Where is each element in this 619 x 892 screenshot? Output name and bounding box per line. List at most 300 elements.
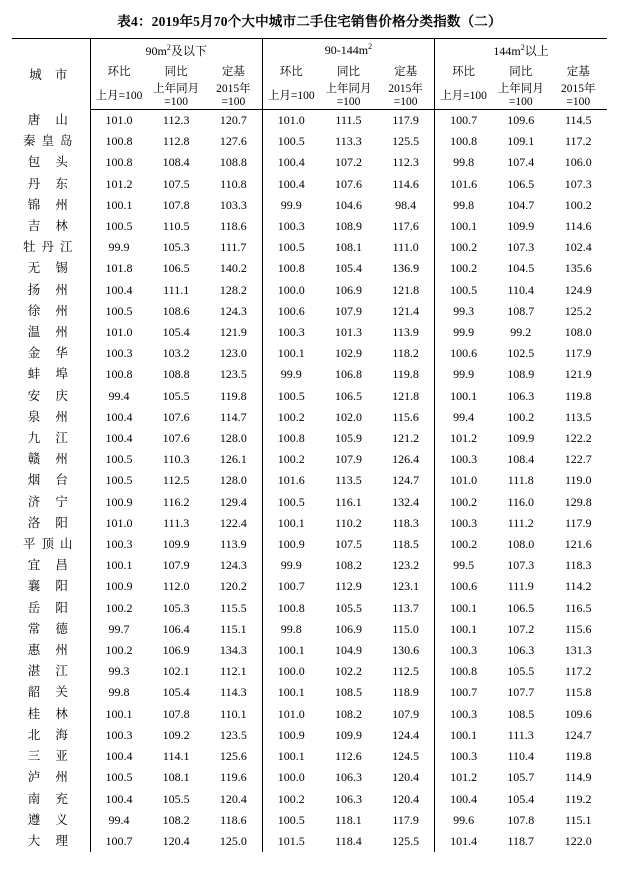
cell-value: 100.4: [90, 789, 147, 810]
cell-value: 108.9: [507, 367, 535, 382]
cell-value: 100.2: [90, 598, 147, 619]
cell-value: 101.0: [262, 110, 319, 132]
cell-value: 136.9: [392, 261, 420, 276]
header-base-row: [12, 83, 607, 110]
cell-value: 117.9: [392, 812, 419, 827]
cell-value: 105.5: [162, 791, 190, 806]
cell-city: 金 华: [27, 346, 74, 361]
cell-value: 100.3: [435, 746, 492, 767]
cell-value: 115.1: [564, 812, 592, 827]
table-row: [12, 682, 607, 703]
cell-value: 106.5: [162, 261, 190, 276]
cell-value: 125.6: [219, 749, 247, 764]
cell-value: 121.2: [392, 431, 420, 446]
cell-value: 102.4: [564, 240, 592, 255]
cell-value: 124.7: [564, 727, 592, 742]
header-base-2-yoy-line1: 上年同月: [497, 83, 544, 95]
cell-city: 大 理: [27, 833, 74, 848]
cell-value: 100.3: [262, 216, 319, 237]
cell-value: 120.4: [219, 791, 247, 806]
cell-value: 99.5: [435, 555, 492, 576]
cell-value: 100.3: [435, 704, 492, 725]
cell-value: 118.2: [392, 346, 419, 361]
cell-value: 117.9: [564, 515, 592, 530]
cell-value: 100.6: [435, 576, 492, 597]
cell-city: 南 充: [27, 791, 74, 806]
cell-city: 蚌 埠: [27, 367, 74, 382]
cell-value: 99.6: [435, 810, 492, 831]
cell-value: 113.7: [392, 600, 419, 615]
cell-value: 112.3: [162, 113, 190, 127]
cell-value: 111.3: [163, 515, 190, 530]
cell-value: 109.1: [507, 134, 535, 149]
cell-value: 100.3: [90, 725, 147, 746]
cell-value: 105.3: [162, 240, 190, 255]
cell-value: 118.7: [507, 833, 535, 848]
cell-value: 107.9: [162, 558, 190, 573]
cell-value: 100.8: [262, 428, 319, 449]
cell-value: 105.7: [507, 770, 535, 785]
cell-value: 100.6: [435, 343, 492, 364]
cell-value: 122.0: [564, 833, 592, 848]
table-row: [12, 576, 607, 597]
cell-value: 99.4: [435, 407, 492, 428]
cell-value: 108.2: [334, 558, 362, 573]
cell-value: 130.6: [392, 643, 420, 658]
cell-value: 99.9: [262, 555, 319, 576]
cell-value: 100.8: [262, 258, 319, 279]
cell-value: 100.5: [90, 767, 147, 788]
cell-value: 118.1: [335, 812, 362, 827]
cell-value: 108.1: [162, 770, 190, 785]
cell-value: 113.9: [392, 325, 419, 340]
cell-value: 100.1: [435, 619, 492, 640]
cell-value: 114.9: [564, 770, 592, 785]
header-sub-1-yoy: 同比: [336, 65, 360, 78]
table-row: [12, 237, 607, 258]
cell-value: 99.8: [435, 195, 492, 216]
header-sub-1-mom: 环比: [262, 61, 319, 83]
cell-value: 100.2: [435, 237, 492, 258]
cell-value: 100.8: [435, 131, 492, 152]
cell-value: 111.1: [163, 282, 190, 297]
cell-value: 110.4: [507, 749, 535, 764]
cell-value: 107.9: [392, 706, 420, 721]
cell-city: 湛 江: [27, 664, 74, 679]
cell-value: 129.4: [219, 494, 247, 509]
cell-value: 113.3: [335, 134, 362, 149]
header-sub-2-fixed: 定基: [566, 65, 590, 78]
cell-value: 120.4: [392, 770, 420, 785]
cell-value: 116.1: [335, 494, 362, 509]
cell-value: 100.4: [262, 152, 319, 173]
cell-value: 108.1: [334, 240, 362, 255]
cell-value: 107.8: [162, 706, 190, 721]
cell-value: 122.4: [219, 515, 247, 530]
cell-city: 宜 昌: [27, 558, 74, 573]
cell-value: 106.9: [162, 643, 190, 658]
table-row: [12, 661, 607, 682]
header-base-1-yoy: [320, 83, 377, 110]
cell-value: 100.7: [435, 682, 492, 703]
cell-value: 102.5: [507, 346, 535, 361]
cell-value: 101.2: [435, 428, 492, 449]
cell-value: 98.4: [395, 197, 417, 212]
cell-value: 100.0: [262, 661, 319, 682]
cell-value: 101.4: [435, 831, 492, 852]
cell-value: 105.4: [507, 791, 535, 806]
cell-city: 泸 州: [27, 770, 74, 785]
cell-city: 安 庆: [27, 388, 74, 403]
cell-value: 122.2: [564, 431, 592, 446]
cell-value: 124.7: [392, 473, 420, 488]
cell-value: 101.5: [262, 831, 319, 852]
cell-value: 121.9: [219, 325, 247, 340]
header-sub-1-fixed: 定基: [394, 65, 418, 78]
cell-city: 九 江: [27, 431, 74, 446]
cell-value: 108.0: [564, 325, 592, 340]
cell-value: 107.6: [162, 431, 190, 446]
cell-value: 100.5: [262, 492, 319, 513]
cell-value: 111.8: [507, 473, 534, 488]
cell-city: 烟 台: [27, 473, 74, 488]
cell-value: 99.9: [262, 195, 319, 216]
cell-city: 洛 阳: [27, 515, 74, 530]
cell-value: 100.2: [262, 789, 319, 810]
cell-value: 108.9: [334, 219, 362, 234]
cell-value: 132.4: [392, 494, 420, 509]
table-header: [12, 39, 607, 110]
cell-value: 105.4: [162, 685, 190, 700]
cell-value: 107.8: [507, 812, 535, 827]
cell-value: 109.9: [507, 431, 535, 446]
cell-city: 济 宁: [27, 494, 74, 509]
cell-city: 吉 林: [27, 219, 74, 234]
header-base-0-mom: 上月=100: [90, 83, 147, 110]
cell-value: 100.6: [262, 301, 319, 322]
cell-value: 126.4: [392, 452, 420, 467]
cell-value: 112.3: [392, 155, 419, 170]
cell-value: 100.4: [435, 789, 492, 810]
cell-value: 107.9: [334, 452, 362, 467]
cell-value: 119.6: [220, 770, 247, 785]
header-group-0: $90m^2$及以下: [90, 39, 262, 62]
table-row: [12, 110, 607, 132]
cell-value: 121.9: [564, 367, 592, 382]
table-row: [12, 301, 607, 322]
cell-value: 100.5: [90, 216, 147, 237]
cell-value: 100.3: [435, 640, 492, 661]
cell-value: 124.4: [392, 727, 420, 742]
cell-value: 110.2: [335, 515, 362, 530]
cell-value: 101.2: [90, 174, 147, 195]
cell-value: 100.1: [262, 682, 319, 703]
cell-value: 112.1: [220, 664, 247, 679]
cell-value: 109.6: [564, 706, 592, 721]
cell-value: 116.0: [507, 494, 535, 509]
cell-value: 135.6: [564, 261, 592, 276]
cell-value: 100.9: [90, 576, 147, 597]
cell-value: 114.1: [162, 749, 190, 764]
cell-city: 三 亚: [27, 749, 74, 764]
cell-value: 114.7: [220, 409, 247, 424]
cell-city: 徐 州: [27, 303, 74, 318]
cell-value: 105.3: [162, 600, 190, 615]
cell-city: 锦 州: [27, 197, 74, 212]
header-base-1-fixed: 2015年=100: [377, 83, 434, 110]
cell-value: 129.8: [564, 494, 592, 509]
cell-value: 107.2: [334, 155, 362, 170]
cell-value: 113.5: [335, 473, 362, 488]
cell-value: 119.8: [220, 388, 247, 403]
cell-value: 119.8: [392, 367, 419, 382]
cell-value: 99.8: [435, 152, 492, 173]
cell-value: 114.5: [564, 113, 592, 127]
table-row: [12, 386, 607, 407]
header-base-1-yoy-line2: =100: [336, 96, 361, 108]
cell-value: 99.8: [262, 619, 319, 640]
cell-value: 101.8: [90, 258, 147, 279]
cell-value: 111.3: [507, 727, 534, 742]
cell-value: 108.5: [507, 706, 535, 721]
cell-value: 106.9: [334, 282, 362, 297]
cell-value: 102.1: [162, 664, 190, 679]
cell-value: 100.2: [90, 640, 147, 661]
cell-value: 124.5: [392, 749, 420, 764]
cell-city: 惠 州: [27, 643, 74, 658]
cell-value: 100.1: [262, 746, 319, 767]
cell-value: 106.5: [507, 600, 535, 615]
cell-value: 100.5: [262, 237, 319, 258]
header-base-2-yoy: [492, 83, 549, 110]
cell-city: 扬 州: [27, 282, 74, 297]
cell-value: 107.9: [334, 303, 362, 318]
cell-value: 100.7: [90, 831, 147, 852]
cell-value: 108.7: [507, 303, 535, 318]
cell-value: 119.8: [564, 749, 592, 764]
cell-city: 常 德: [27, 621, 74, 636]
table-row: [12, 810, 607, 831]
cell-value: 123.5: [219, 367, 247, 382]
cell-city: 平顶山: [23, 537, 79, 552]
cell-value: 100.3: [435, 449, 492, 470]
cell-city: 牡丹江: [23, 240, 79, 255]
cell-value: 100.2: [435, 258, 492, 279]
cell-value: 102.0: [334, 409, 362, 424]
cell-value: 113.9: [220, 537, 247, 552]
cell-value: 99.4: [90, 386, 147, 407]
cell-value: 115.0: [392, 621, 419, 636]
cell-city: 无 锡: [27, 261, 74, 276]
cell-value: 104.6: [334, 197, 362, 212]
cell-value: 117.6: [392, 219, 419, 234]
cell-value: 105.4: [334, 261, 362, 276]
cell-value: 113.5: [564, 409, 592, 424]
cell-value: 102.2: [334, 664, 362, 679]
cell-city: 遵 义: [27, 812, 74, 827]
cell-value: 125.0: [219, 833, 247, 848]
cell-value: 100.5: [262, 131, 319, 152]
cell-value: 100.3: [90, 343, 147, 364]
cell-value: 106.3: [334, 770, 362, 785]
header-base-2-fixed: 2015年=100: [549, 83, 607, 110]
cell-value: 100.2: [262, 407, 319, 428]
cell-value: 110.5: [162, 219, 190, 234]
cell-value: 112.5: [162, 473, 190, 488]
cell-value: 115.6: [564, 621, 592, 636]
cell-value: 103.2: [162, 346, 190, 361]
cell-value: 100.7: [435, 110, 492, 132]
header-base-0-yoy-line2: =100: [164, 96, 189, 108]
cell-value: 120.2: [219, 579, 247, 594]
cell-value: 99.2: [510, 325, 532, 340]
cell-value: 100.5: [262, 810, 319, 831]
header-sub-2-mom: 环比: [435, 61, 492, 83]
cell-value: 118.5: [392, 537, 419, 552]
cell-value: 117.2: [564, 664, 592, 679]
cell-value: 122.7: [564, 452, 592, 467]
table-row: [12, 428, 607, 449]
cell-value: 100.8: [90, 364, 147, 385]
cell-value: 105.9: [334, 431, 362, 446]
cell-value: 101.3: [334, 325, 362, 340]
cell-value: 110.3: [162, 452, 190, 467]
header-base-0-fixed: 2015年=100: [205, 83, 262, 110]
cell-value: 100.5: [262, 386, 319, 407]
cell-value: 115.1: [220, 621, 247, 636]
cell-value: 101.0: [435, 470, 492, 491]
cell-value: 107.3: [507, 558, 535, 573]
cell-value: 106.3: [334, 791, 362, 806]
cell-value: 111.0: [392, 240, 419, 255]
header-sub-row: [12, 61, 607, 83]
cell-value: 109.2: [162, 727, 190, 742]
cell-value: 121.4: [392, 303, 420, 318]
cell-value: 105.5: [507, 664, 535, 679]
cell-value: 114.6: [564, 219, 592, 234]
cell-value: 99.9: [435, 322, 492, 343]
cell-value: 99.3: [435, 301, 492, 322]
cell-value: 100.1: [262, 640, 319, 661]
cell-value: 100.5: [90, 470, 147, 491]
cell-value: 100.2: [564, 197, 592, 212]
cell-value: 101.6: [262, 470, 319, 491]
table-row: [12, 216, 607, 237]
cell-value: 100.4: [90, 280, 147, 301]
cell-value: 118.9: [392, 685, 419, 700]
cell-value: 128.0: [219, 431, 247, 446]
cell-value: 101.0: [262, 704, 319, 725]
cell-city: 秦皇岛: [23, 134, 79, 149]
cell-value: 119.8: [564, 388, 592, 403]
cell-value: 105.4: [162, 325, 190, 340]
cell-value: 100.1: [435, 386, 492, 407]
cell-value: 99.9: [435, 364, 492, 385]
table-row: [12, 555, 607, 576]
cell-value: 100.3: [435, 513, 492, 534]
cell-value: 108.0: [507, 537, 535, 552]
cell-value: 107.4: [507, 155, 535, 170]
cell-value: 100.8: [435, 661, 492, 682]
cell-value: 100.8: [90, 152, 147, 173]
cell-value: 106.3: [507, 643, 535, 658]
cell-value: 125.2: [564, 303, 592, 318]
table-row: [12, 322, 607, 343]
cell-value: 112.8: [162, 134, 190, 149]
cell-value: 101.6: [435, 174, 492, 195]
cell-value: 118.4: [335, 833, 362, 848]
cell-value: 100.1: [435, 725, 492, 746]
cell-value: 110.1: [220, 706, 247, 721]
cell-value: 100.2: [435, 534, 492, 555]
cell-value: 107.3: [507, 240, 535, 255]
cell-value: 119.0: [564, 473, 592, 488]
cell-value: 116.2: [162, 494, 190, 509]
cell-value: 112.0: [162, 579, 190, 594]
cell-value: 134.3: [219, 643, 247, 658]
cell-value: 123.2: [392, 558, 420, 573]
price-index-table: [12, 38, 607, 852]
cell-value: 100.3: [262, 322, 319, 343]
cell-value: 100.4: [262, 174, 319, 195]
cell-value: 115.8: [564, 685, 592, 700]
cell-value: 100.9: [90, 492, 147, 513]
header-sub-0-yoy: 同比: [164, 65, 188, 78]
cell-value: 126.1: [219, 452, 247, 467]
table-row: [12, 492, 607, 513]
cell-value: 131.3: [564, 643, 592, 658]
cell-value: 107.5: [334, 537, 362, 552]
cell-city: 韶 关: [27, 685, 74, 700]
cell-value: 100.5: [435, 280, 492, 301]
cell-value: 128.0: [219, 473, 247, 488]
table-row: [12, 831, 607, 852]
table-row: [12, 195, 607, 216]
header-city: 城 市: [12, 39, 90, 110]
cell-value: 100.8: [90, 131, 147, 152]
cell-value: 104.5: [507, 261, 535, 276]
cell-value: 106.0: [564, 155, 592, 170]
cell-value: 106.9: [334, 621, 362, 636]
cell-city: 丹 东: [27, 176, 74, 191]
cell-value: 101.2: [435, 767, 492, 788]
table-row: [12, 513, 607, 534]
cell-value: 108.2: [334, 706, 362, 721]
cell-value: 117.2: [564, 134, 592, 149]
cell-value: 100.8: [262, 598, 319, 619]
table-row: [12, 407, 607, 428]
cell-value: 109.9: [507, 219, 535, 234]
table-row: [12, 789, 607, 810]
cell-value: 100.9: [262, 534, 319, 555]
cell-value: 140.2: [219, 261, 247, 276]
cell-value: 128.2: [219, 282, 247, 297]
cell-city: 包 头: [27, 155, 74, 170]
table-row: [12, 131, 607, 152]
cell-value: 101.0: [90, 110, 147, 132]
cell-value: 100.5: [90, 449, 147, 470]
cell-value: 100.0: [262, 767, 319, 788]
cell-value: 120.4: [392, 791, 420, 806]
cell-value: 100.3: [90, 534, 147, 555]
cell-value: 100.1: [90, 195, 147, 216]
cell-value: 107.8: [162, 197, 190, 212]
cell-value: 107.6: [334, 176, 362, 191]
header-sub-0-fixed: 定基: [221, 65, 245, 78]
cell-value: 119.2: [564, 791, 592, 806]
table-row: [12, 258, 607, 279]
cell-city: 赣 州: [27, 452, 74, 467]
